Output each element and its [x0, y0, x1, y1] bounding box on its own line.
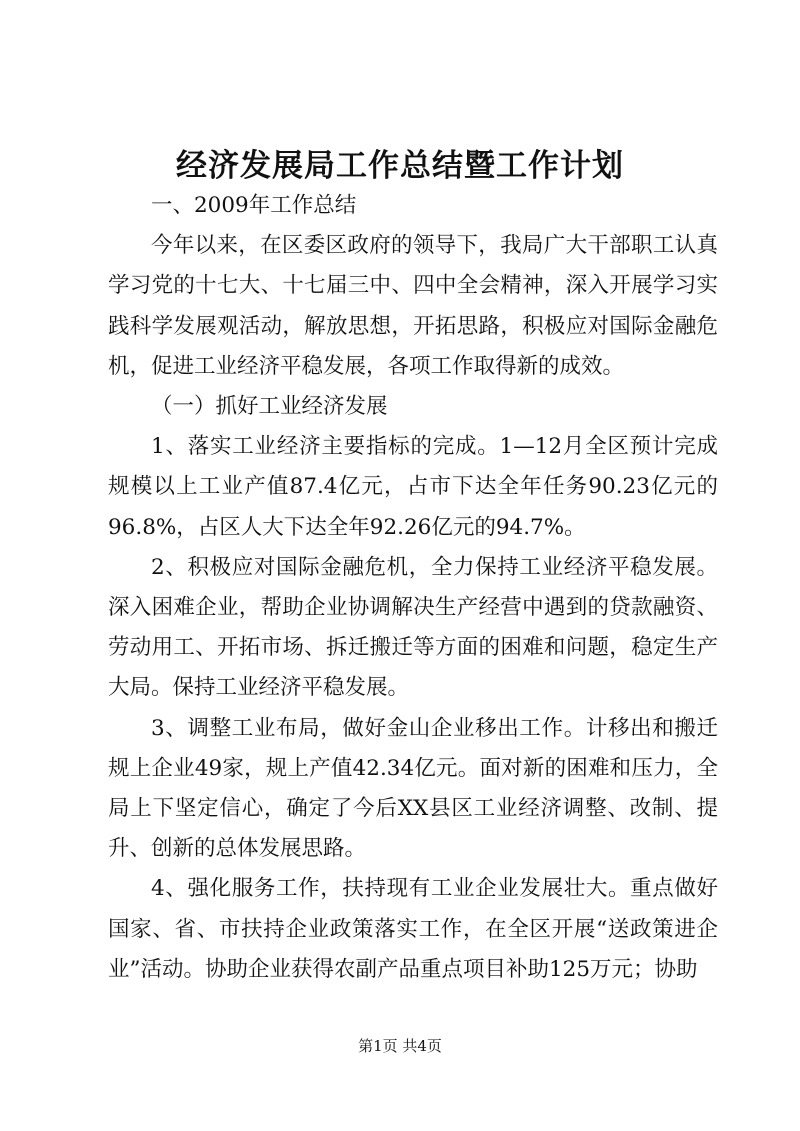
subsection-heading: （一）抓好工业经济发展	[151, 394, 388, 420]
intro-paragraph: 今年以来，在区委区政府的领导下，我局广大干部职工认真学习党的十七大、十七届三中、四中全会精神，深入开展学习实践科学发展观活动，解放思想，开拓思路，积极应对国际金融危机，促进工业经济平稳发展，各项工作取得新的成效。	[108, 233, 718, 379]
document-body	[108, 186, 718, 990]
paragraph-item-3: 3、调整工业布局，做好金山企业移出工作。计移出和搬迁规上企业49家，规上产值42.34亿元。面对新的困难和压力，全局上下坚定信心，确定了今后XX县区工业经济调整、改制、提升、创新的总体发展思路。	[108, 715, 718, 862]
paragraph-item-4: 4、强化服务工作，扶持现有工业企业发展壮大。重点做好国家、省、市扶持企业政策落实工作，在全区开展“送政策进企业”活动。协助企业获得农副产品重点项目补助125万元；协助	[108, 876, 718, 982]
section-heading: 一、2009年工作总结	[151, 193, 357, 218]
paragraph-item-1: 1、落实工业经济主要指标的完成。1—12月全区预计完成规模以上工业产值87.4亿元，占市下达全年任务90.23亿元的96.8%，占区人大下达全年92.26亿元的94.7%。	[108, 434, 718, 540]
page-footer: 第1页 共4页	[358, 1037, 442, 1055]
paragraph-item-2: 2、积极应对国际金融危机，全力保持工业经济平稳发展。深入困难企业，帮助企业协调解决生产经营中遇到的贷款融资、劳动用工、开拓市场、拆迁搬迁等方面的困难和问题，稳定生产大局。保持工业经济平稳发展。	[108, 554, 718, 701]
document-title: 经济发展局工作总结暨工作计划	[176, 148, 624, 184]
